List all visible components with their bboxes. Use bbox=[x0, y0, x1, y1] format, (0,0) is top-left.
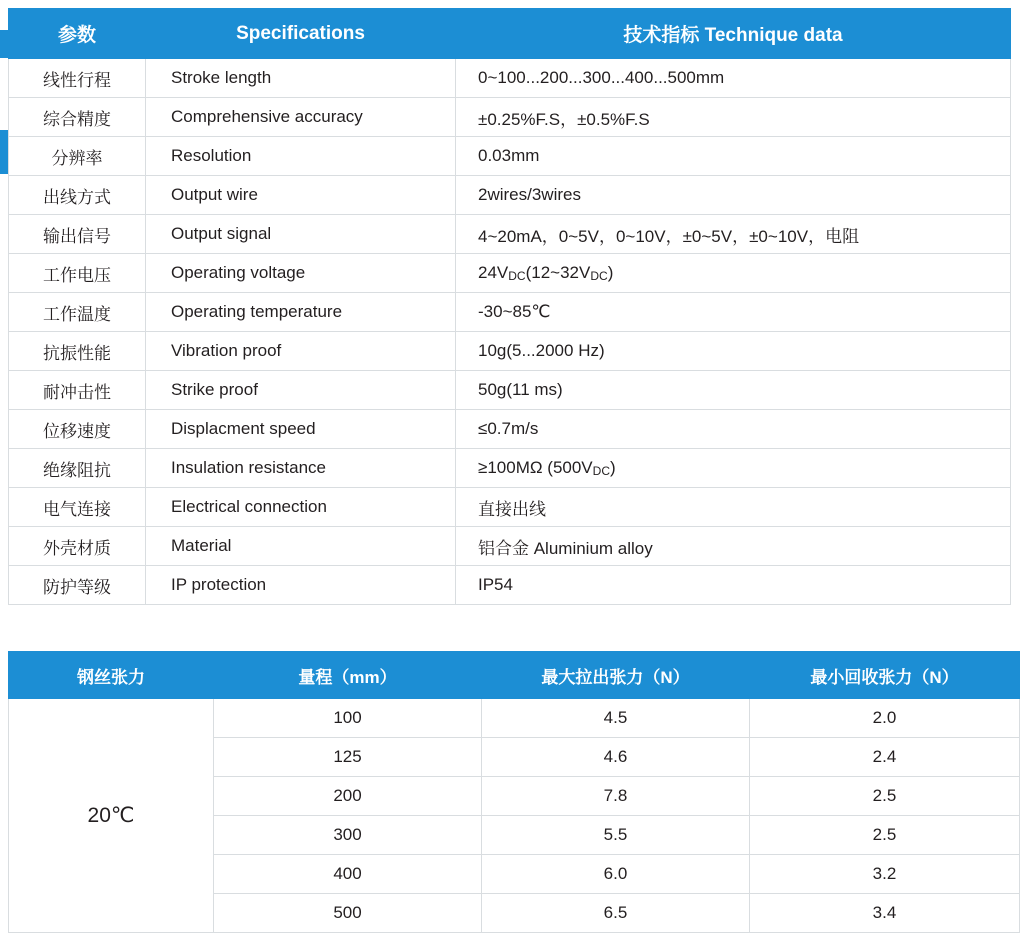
table-row bbox=[9, 137, 1011, 176]
wire-tension-table-head bbox=[9, 652, 1020, 699]
table-row bbox=[9, 410, 1011, 449]
table-row bbox=[9, 332, 1011, 371]
min-retract-value: 2.5 bbox=[750, 777, 1020, 816]
min-retract-value: 3.2 bbox=[750, 855, 1020, 894]
table-row bbox=[9, 254, 1011, 293]
column-header-min-retract: 最小回收张力（N） bbox=[750, 652, 1020, 699]
row-value bbox=[456, 254, 1011, 293]
row-label-en: Strike proof bbox=[146, 371, 456, 410]
row-label-cn: 防护等级 bbox=[9, 566, 146, 605]
value-part: ) bbox=[607, 263, 614, 282]
left-accent-bar-bottom bbox=[0, 130, 8, 174]
value-subscript: DC bbox=[508, 269, 526, 283]
table-row bbox=[9, 527, 1011, 566]
value-subscript: DC bbox=[590, 269, 608, 283]
table-row bbox=[9, 371, 1011, 410]
column-header-specifications: Specifications bbox=[146, 9, 456, 59]
row-value: 10g(5...2000 Hz) bbox=[456, 332, 1011, 371]
max-pull-value: 7.8 bbox=[482, 777, 750, 816]
row-label-en: Operating voltage bbox=[146, 254, 456, 293]
wire-tension-table bbox=[8, 651, 1020, 933]
row-value: 0.03mm bbox=[456, 137, 1011, 176]
range-value: 500 bbox=[214, 894, 482, 933]
value-part: ) bbox=[610, 458, 616, 477]
column-header-range: 量程（mm） bbox=[214, 652, 482, 699]
specifications-table-head bbox=[9, 9, 1011, 59]
min-retract-value: 2.0 bbox=[750, 699, 1020, 738]
row-label-cn: 电气连接 bbox=[9, 488, 146, 527]
row-label-en: Output signal bbox=[146, 215, 456, 254]
row-label-en: Output wire bbox=[146, 176, 456, 215]
value-part: ≥100MΩ (500V bbox=[478, 458, 593, 477]
row-value bbox=[456, 449, 1011, 488]
column-header-wire-tension: 钢丝张力 bbox=[9, 652, 214, 699]
specifications-table bbox=[8, 8, 1011, 605]
max-pull-value: 6.0 bbox=[482, 855, 750, 894]
value-part: (12~32V bbox=[525, 263, 591, 282]
row-label-cn: 耐冲击性 bbox=[9, 371, 146, 410]
value-part: 24V bbox=[478, 263, 509, 282]
column-header-parameter: 参数 bbox=[9, 9, 146, 59]
table-row bbox=[9, 98, 1011, 137]
row-label-cn: 线性行程 bbox=[9, 59, 146, 98]
row-label-en: Displacment speed bbox=[146, 410, 456, 449]
range-value: 100 bbox=[214, 699, 482, 738]
row-value: ±0.25%F.S，±0.5%F.S bbox=[456, 98, 1011, 137]
table-row bbox=[9, 699, 1020, 738]
row-label-en: Insulation resistance bbox=[146, 449, 456, 488]
max-pull-value: 5.5 bbox=[482, 816, 750, 855]
range-value: 400 bbox=[214, 855, 482, 894]
table-header-row bbox=[9, 9, 1011, 59]
row-label-en: IP protection bbox=[146, 566, 456, 605]
min-retract-value: 2.4 bbox=[750, 738, 1020, 777]
table-row bbox=[9, 293, 1011, 332]
range-value: 300 bbox=[214, 816, 482, 855]
row-label-cn: 工作电压 bbox=[9, 254, 146, 293]
specifications-table-body bbox=[9, 59, 1011, 605]
row-label-en: Resolution bbox=[146, 137, 456, 176]
row-value: 直接出线 bbox=[456, 488, 1011, 527]
row-label-cn: 出线方式 bbox=[9, 176, 146, 215]
row-value: 2wires/3wires bbox=[456, 176, 1011, 215]
range-value: 200 bbox=[214, 777, 482, 816]
row-value: 50g(11 ms) bbox=[456, 371, 1011, 410]
left-accent-bar-top bbox=[0, 30, 8, 58]
table-row bbox=[9, 215, 1011, 254]
wire-tension-table-body bbox=[9, 699, 1020, 933]
row-value: 铝合金 Aluminium alloy bbox=[456, 527, 1011, 566]
table-row bbox=[9, 566, 1011, 605]
table-row bbox=[9, 176, 1011, 215]
row-label-cn: 综合精度 bbox=[9, 98, 146, 137]
max-pull-value: 6.5 bbox=[482, 894, 750, 933]
row-label-cn: 分辨率 bbox=[9, 137, 146, 176]
row-label-en: Operating temperature bbox=[146, 293, 456, 332]
row-label-en: Vibration proof bbox=[146, 332, 456, 371]
row-value: ≤0.7m/s bbox=[456, 410, 1011, 449]
row-value: -30~85℃ bbox=[456, 293, 1011, 332]
column-header-max-pull: 最大拉出张力（N） bbox=[482, 652, 750, 699]
table-row bbox=[9, 488, 1011, 527]
row-label-cn: 抗振性能 bbox=[9, 332, 146, 371]
value-subscript: DC bbox=[592, 464, 610, 478]
row-label-en: Comprehensive accuracy bbox=[146, 98, 456, 137]
min-retract-value: 2.5 bbox=[750, 816, 1020, 855]
row-label-cn: 位移速度 bbox=[9, 410, 146, 449]
table-header-row bbox=[9, 652, 1020, 699]
row-label-cn: 工作温度 bbox=[9, 293, 146, 332]
max-pull-value: 4.5 bbox=[482, 699, 750, 738]
range-value: 125 bbox=[214, 738, 482, 777]
row-value: 4~20mA，0~5V，0~10V，±0~5V，±0~10V，电阻 bbox=[456, 215, 1011, 254]
row-label-cn: 输出信号 bbox=[9, 215, 146, 254]
row-label-en: Material bbox=[146, 527, 456, 566]
row-label-cn: 外壳材质 bbox=[9, 527, 146, 566]
row-label-en: Stroke length bbox=[146, 59, 456, 98]
column-header-technique-data: 技术指标 Technique data bbox=[456, 9, 1011, 59]
min-retract-value: 3.4 bbox=[750, 894, 1020, 933]
temperature-cell: 20℃ bbox=[9, 699, 214, 933]
row-label-cn: 绝缘阻抗 bbox=[9, 449, 146, 488]
table-row bbox=[9, 449, 1011, 488]
row-value: 0~100...200...300...400...500mm bbox=[456, 59, 1011, 98]
max-pull-value: 4.6 bbox=[482, 738, 750, 777]
row-label-en: Electrical connection bbox=[146, 488, 456, 527]
table-row bbox=[9, 59, 1011, 98]
row-value: IP54 bbox=[456, 566, 1011, 605]
